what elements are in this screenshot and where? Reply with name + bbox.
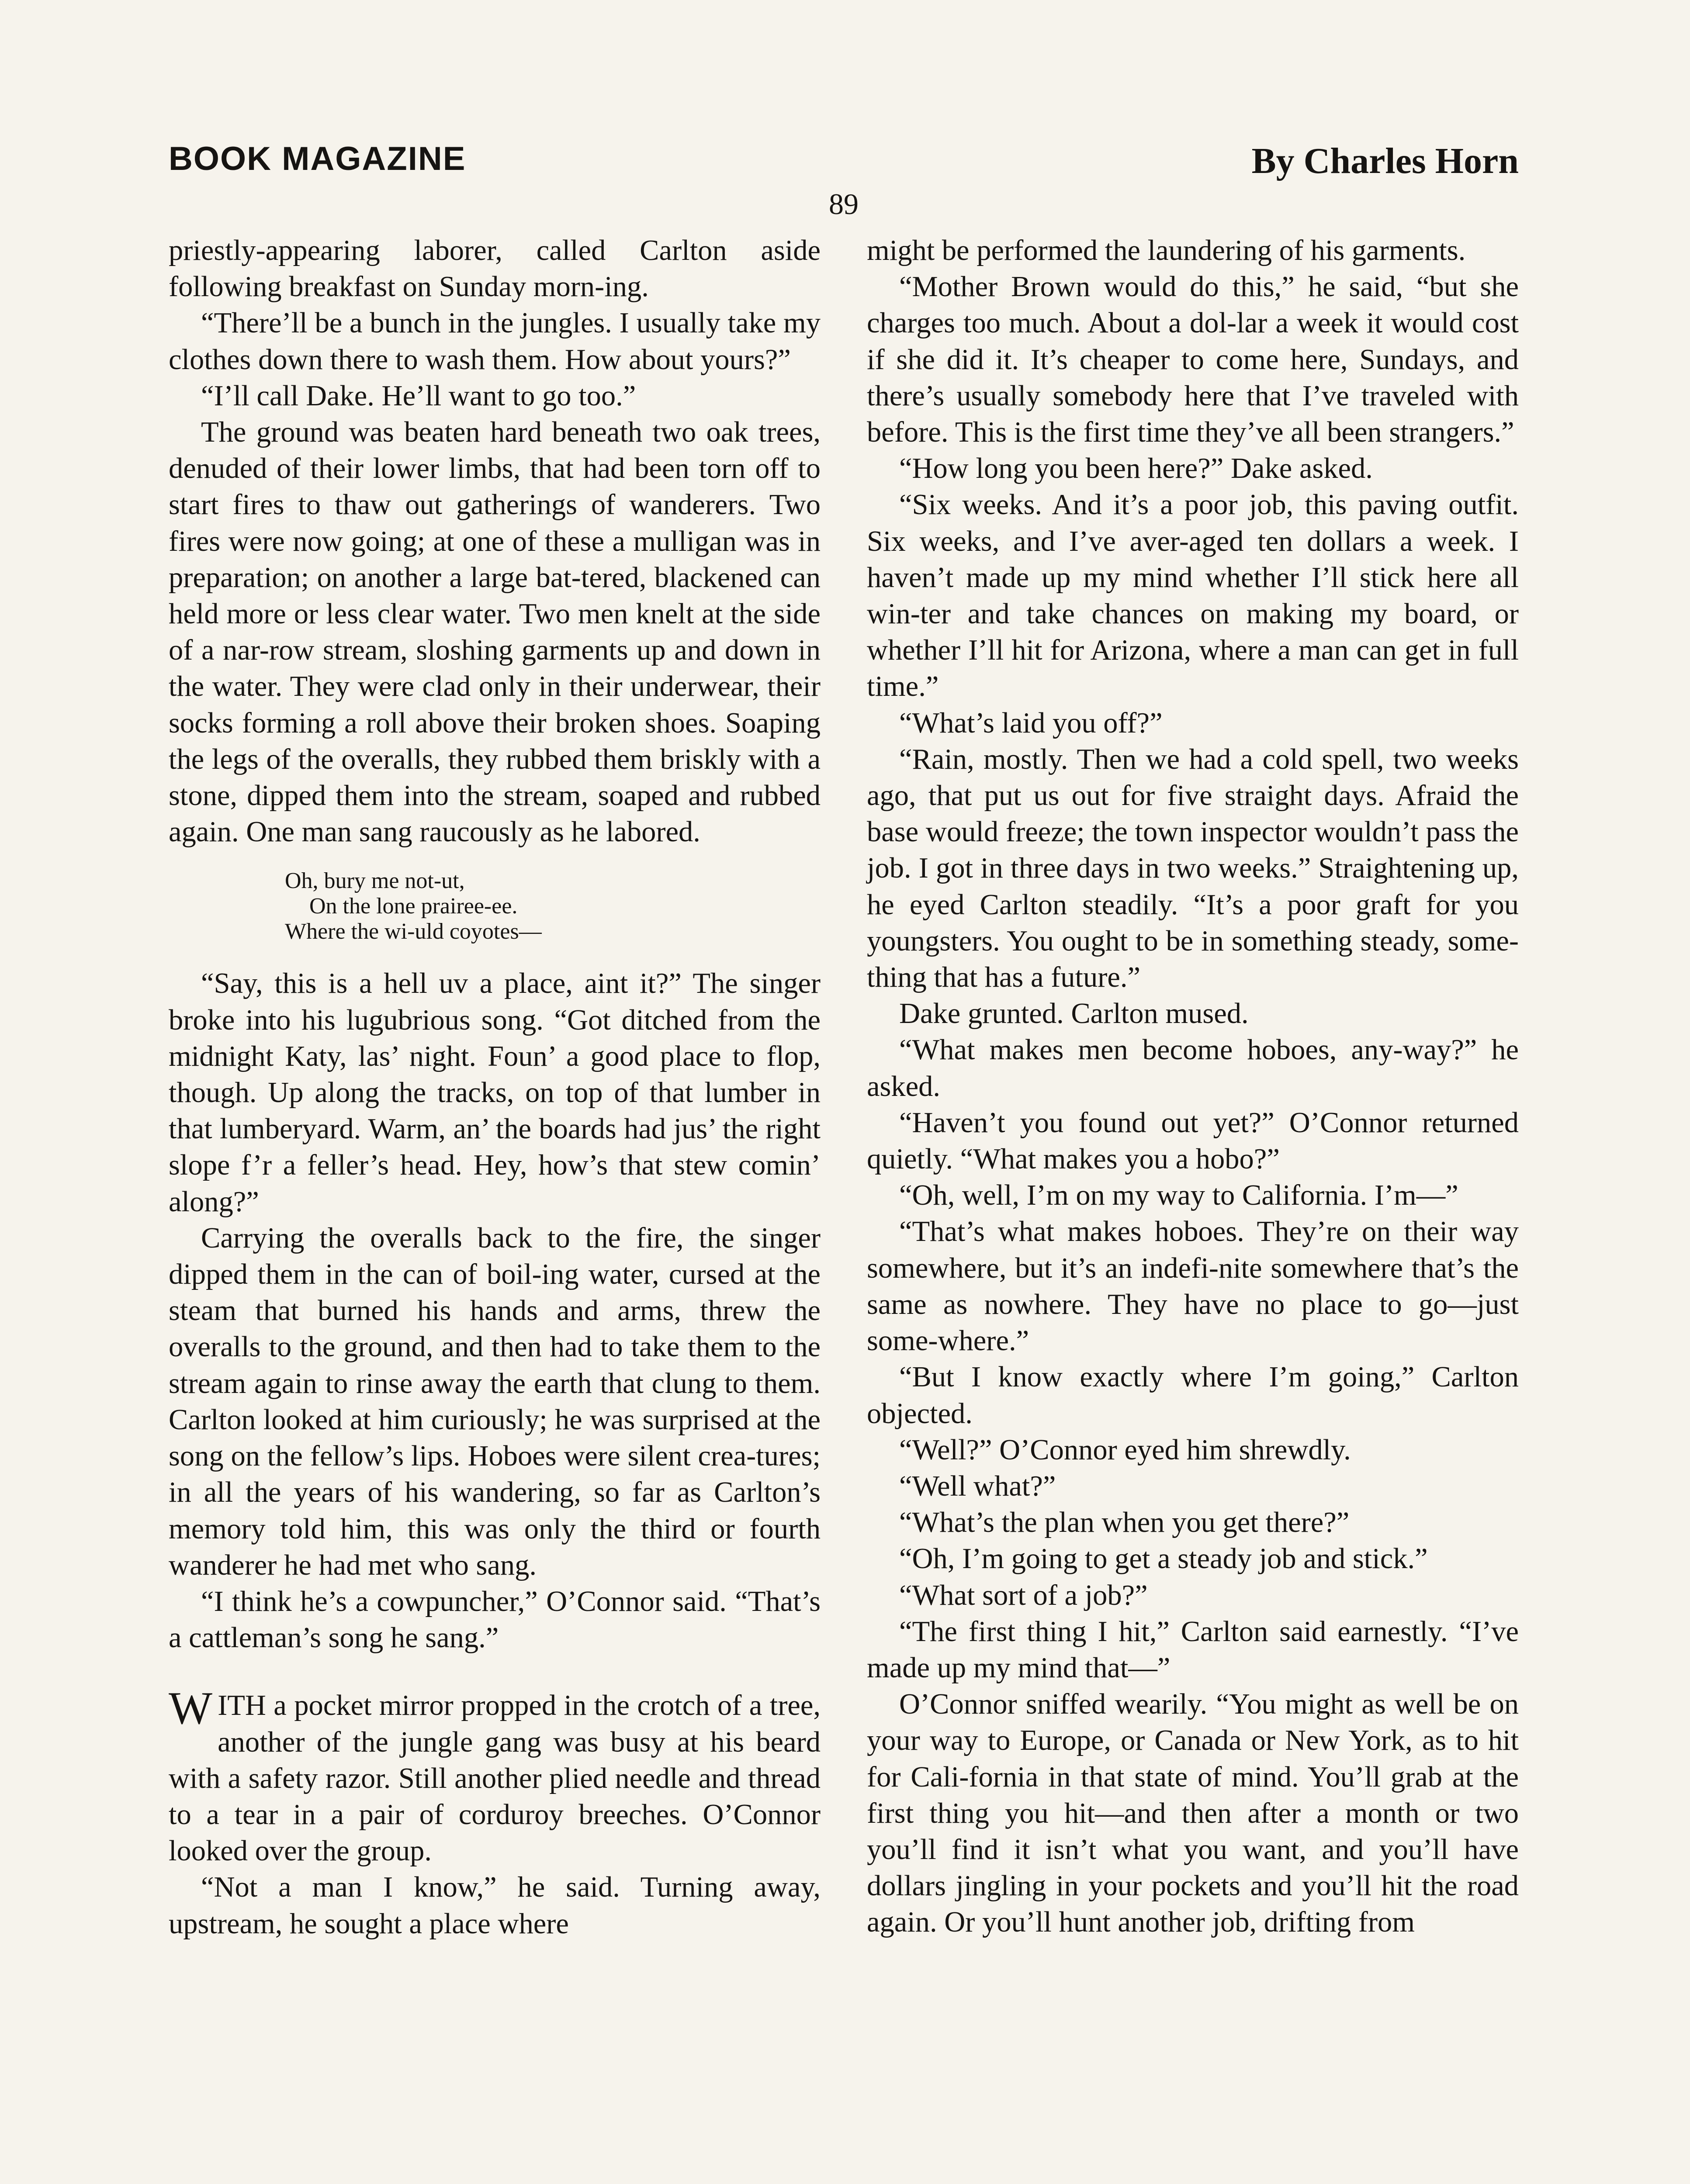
paragraph: “What’s laid you off?” [899, 707, 1163, 739]
paragraph: Dake grunted. Carlton mused. [899, 998, 1249, 1030]
verse-line: Oh, bury me not-ut, [285, 868, 465, 894]
paragraph: “What sort of a job?” [899, 1579, 1148, 1611]
magazine-page [169, 140, 1519, 2184]
drop-cap: W [169, 1683, 213, 1734]
paragraph: “But I know exactly where I’m going,” Carlton objected. [867, 1361, 1519, 1430]
song-verse [285, 868, 821, 944]
left-column [169, 232, 821, 1942]
paragraph: The ground was beaten hard beneath two oak trees, denuded of their lower limbs, that had been torn off to start fires to thaw out gatherings of wanderers. Two fires were now going; at one of these a mulligan was in preparation; on another a large bat-tered, blackened can held more or less clear water. Two men knelt at the side of a nar-row stream, sloshing garments up and down in the water. They were clad only in their underwear, their socks forming a roll above their broken shoes. Soaping the legs of the overalls, they rubbed them briskly with a stone, dipped them into the stream, soaped and rubbed again. One man sang raucously as he labored. [169, 416, 821, 848]
paragraph: might be performed the laundering of his garments. [867, 235, 1466, 266]
magazine-title: BOOK MAGAZINE [169, 140, 466, 177]
paragraph: “Six weeks. And it’s a poor job, this paving outfit. Six weeks, and I’ve aver-aged ten dollars a week. I haven’t made up my mind whether I’ll stick here all win-ter and take chances on making my board, or whether I’ll hit for Arizona, where a man can get in full time.” [867, 489, 1519, 703]
paragraph: O’Connor sniffed wearily. “You might as well be on your way to Europe, or Canada or New York, as to hit for Cali-fornia in that state of mind. You’ll grab at the first thing you hit—and then after a month or two you’ll find it isn’t what you want, and you’ll have dollars jingling in your pockets and you’ll hit the road again. Or you’ll hunt another job, drifting from [867, 1688, 1519, 1939]
paragraph: “Oh, well, I’m on my way to California. I’m—” [899, 1179, 1458, 1212]
section-break [169, 1656, 821, 1687]
paragraph: “Well?” O’Connor eyed him shrewdly. [899, 1434, 1351, 1466]
paragraph: priestly-appearing laborer, called Carlton aside following breakfast on Sunday morn-ing. [169, 235, 821, 303]
page-number: 89 [829, 187, 859, 221]
verse-line: On the lone prairee-ee. [309, 894, 518, 919]
paragraph: “Mother Brown would do this,” he said, “but she charges too much. About a dol-lar a week it would cost if she did it. It’s cheaper to come here, Sundays, and there’s usually somebody here that I’ve traveled with before. This is the first time they’ve all been strangers.” [867, 271, 1519, 449]
paragraph: “Well what?” [899, 1470, 1056, 1502]
paragraph: “What makes men become hoboes, any-way?” he asked. [867, 1034, 1519, 1102]
verse-line: Where the wi-uld coyotes— [285, 919, 542, 944]
paragraph: “I’ll call Dake. He’ll want to go too.” [201, 380, 636, 412]
paragraph: “Haven’t you found out yet?” O’Connor returned quietly. “What makes you a hobo?” [867, 1106, 1519, 1175]
author-byline: By Charles Horn [1251, 141, 1519, 181]
paragraph: “Rain, mostly. Then we had a cold spell, two weeks ago, that put us out for five straight days. Afraid the base would freeze; the town inspector wouldn’t pass the job. I got in three days in two weeks.” Straightening up, he eyed Carlton steadily. “It’s a poor graft for you youngsters. You ought to be in something steady, some-thing that has a future.” [867, 743, 1519, 994]
paragraph-text: ITH a pocket mirror propped in the crotch of a tree, another of the jungle gang was busy at his beard with a safety razor. Still another plied needle and thread to a tear in a pair of corduroy breeches. O’Connor looked over the group. [169, 1690, 821, 1867]
right-column [867, 232, 1519, 1941]
paragraph: “I think he’s a cowpuncher,” O’Connor said. “That’s a cattleman’s song he sang.” [169, 1585, 821, 1654]
paragraph: “The first thing I hit,” Carlton said earnestly. “I’ve made up my mind that—” [867, 1615, 1519, 1684]
paragraph: “Say, this is a hell uv a place, aint it?” The singer broke into his lugubrious song. “Got ditched from the midnight Katy, las’ night. Foun’ a good place to flop, though. Up along the tracks, on top of that lumber in that lumberyard. Warm, an’ the boards had jus’ the right slope f’r a feller’s head. Hey, how’s that stew comin’ along?” [169, 968, 821, 1218]
paragraph: “Oh, I’m going to get a steady job and stick.” [899, 1543, 1428, 1575]
paragraph: “That’s what makes hoboes. They’re on their way somewhere, but it’s an indefi-nite somewhere that’s the same as nowhere. They have no place to go—just some-where.” [867, 1216, 1519, 1357]
paragraph: Carrying the overalls back to the fire, the singer dipped them in the can of boil-ing water, cursed at the steam that burned his hands and arms, threw the overalls to the ground, and then had to take them to the stream again to rinse away the earth that clung to them. Carlton looked at him curiously; he was surprised at the song on the fellow’s lips. Hoboes were silent crea-tures; in all the years of his wandering, so far as Carlton’s memory told him, this was only the third or fourth wanderer he had met who sang. [169, 1222, 821, 1581]
paragraph: “Not a man I know,” he said. Turning away, upstream, he sought a place where [169, 1871, 821, 1940]
paragraph: “How long you been here?” Dake asked. [899, 453, 1373, 485]
paragraph-with-drop-cap [169, 1683, 821, 1869]
paragraph: “There’ll be a bunch in the jungles. I usually take my clothes down there to wash them. How about yours?” [169, 307, 821, 376]
paragraph: “What’s the plan when you get there?” [899, 1507, 1350, 1539]
